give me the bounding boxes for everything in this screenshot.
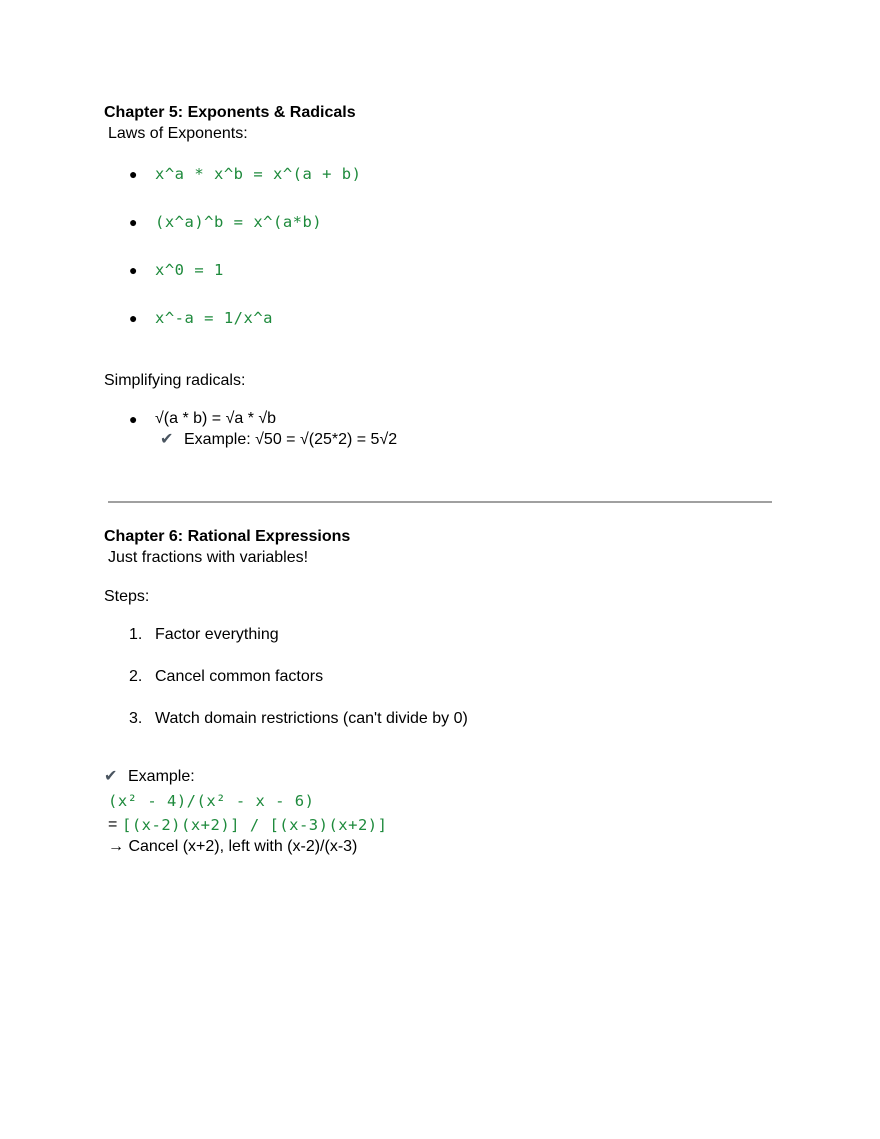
example-result: → Cancel (x+2), left with (x-2)/(x-3) [108, 838, 358, 855]
chapter5-title: Chapter 5: Exponents & Radicals [104, 104, 356, 121]
steps-label: Steps: [104, 588, 150, 605]
radicals-label: Simplifying radicals: [104, 372, 246, 389]
radical-rule: √(a * b) = √a * √b [155, 410, 277, 427]
step-text: Cancel common factors [155, 668, 324, 685]
step-text: Watch domain restrictions (can't divide by 0) [155, 710, 468, 727]
example-label: Example: [128, 768, 195, 785]
step-number: 1. [129, 626, 143, 643]
check-icon: ✔ [104, 768, 118, 785]
example-expression: (x² - 4)/(x² - x - 6) [108, 792, 315, 810]
chapter6-title: Chapter 6: Rational Expressions [104, 528, 351, 545]
bullet: ● [129, 262, 138, 278]
step-number: 2. [129, 668, 143, 685]
horizontal-rule [108, 501, 772, 503]
law-negative: x^-a = 1/x^a [155, 309, 273, 327]
example-factored: [(x-2)(x+2)] / [(x-3)(x+2)] [122, 816, 388, 834]
law-product: x^a * x^b = x^(a + b) [155, 165, 362, 183]
chapter6-intro: Just fractions with variables! [108, 549, 309, 566]
radical-example: Example: √50 = √(25*2) = 5√2 [184, 431, 398, 448]
step-text: Factor everything [155, 626, 279, 643]
bullet: ● [129, 411, 138, 427]
check-icon: ✔ [160, 431, 174, 448]
bullet: ● [129, 310, 138, 326]
equals-sign: = [108, 816, 118, 833]
law-power: (x^a)^b = x^(a*b) [155, 213, 323, 231]
bullet: ● [129, 214, 138, 230]
bullet: ● [129, 166, 138, 182]
step-number: 3. [129, 710, 143, 727]
chapter5-intro: Laws of Exponents: [108, 125, 248, 142]
law-zero: x^0 = 1 [155, 261, 224, 279]
